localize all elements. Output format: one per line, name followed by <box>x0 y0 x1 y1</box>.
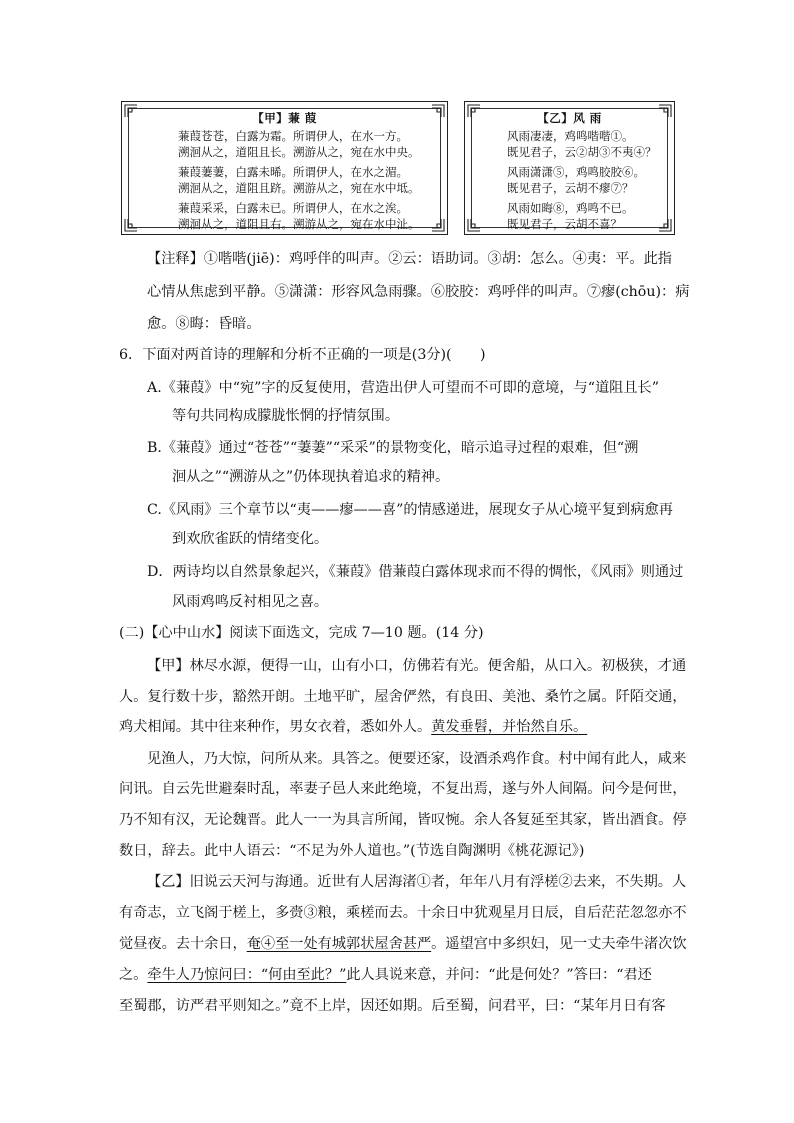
poem-line: 溯洄从之，道阻且长。溯游从之，宛在水中央。 <box>178 145 420 159</box>
passage-yi-line <box>119 933 687 953</box>
poem-line: 蒹葭萋萋，白露未晞。所谓伊人，在水之湄。 <box>178 165 408 179</box>
question-6-stem: 6．下面对两首诗的理解和分析不正确的一项是(3分)( ) <box>119 347 486 363</box>
poem-line: 既见君子，云②胡③不夷④？ <box>507 145 657 159</box>
passage-text: 。遥望宫中多织妇，见一丈夫牵牛渚次饮 <box>431 936 687 952</box>
underlined-sentence: 牵牛人乃惊问曰：“何由至此？” <box>147 967 347 983</box>
passage-text: 之。 <box>119 967 148 983</box>
poem-line: 风雨如晦⑧，鸡鸣不已。 <box>507 201 634 215</box>
poem-line: 溯洄从之，道阻且跻。溯游从之，宛在水中坻。 <box>178 181 420 195</box>
poem-yi-body <box>507 128 657 232</box>
poem-line: 溯洄从之，道阻且右。溯游从之，宛在水中沚。 <box>178 217 420 231</box>
poem-line: 蒹葭苍苍，白露为霜。所谓伊人，在水一方。 <box>178 129 408 143</box>
passage-jia-line: 问讯。自云先世避秦时乱，率妻子邑人来此绝境，不复出焉，遂与外人间隔。问今是何世， <box>119 781 687 797</box>
passage-jia-line: 数日，辞去。此中人语云：“不足为外人道也。”(节选自陶渊明《桃花源记》) <box>119 843 585 859</box>
passage-text: 觉昼夜。去十余日， <box>119 936 247 952</box>
underlined-sentence: 黄发垂髫，并怡然自乐。 <box>431 719 588 735</box>
poem-line: 风雨潇潇⑤，鸡鸣胶胶⑥。 <box>507 165 645 179</box>
option-d-continued: 风雨鸡鸣反衬相见之喜。 <box>172 594 329 610</box>
passage-jia-line <box>119 716 587 736</box>
passage-yi-line: 【乙】旧说云天河与海通。近世有人居海渚①者，年年八月有浮槎②去来，不失期。人 <box>147 874 687 890</box>
notes-line: 愈。⑧晦：昏暗。 <box>147 316 261 332</box>
frame-corner-ornament-icon <box>658 218 672 232</box>
option-a-continued: 等句共同构成朦胧怅惘的抒情氛围。 <box>172 408 400 424</box>
notes-line: 心情从焦虑到平静。⑤潇潇：形容风急雨骤。⑥胶胶：鸡呼伴的叫声。⑦瘳(chōu)：病 <box>147 284 690 300</box>
frame-corner-ornament-icon <box>467 218 481 232</box>
passage-jia-line: 见渔人，乃大惊，问所从来。具答之。便要还家，设酒杀鸡作食。村中闻有此人，咸来 <box>147 751 687 767</box>
option-b: B.《蒹葭》通过“苍苍”“萋萋”“采采”的景物变化，暗示追寻过程的艰难，但“溯 <box>147 440 639 456</box>
passage-yi-line: 有奇志，立飞阁于槎上，多赍③粮，乘槎而去。十余日中犹观星月日辰，自后茫茫忽忽亦不 <box>119 905 687 921</box>
frame-corner-ornament-icon <box>431 218 445 232</box>
poem-line: 既见君子，云胡不喜？ <box>507 217 622 231</box>
poem-line: 风雨凄凄，鸡鸣喈喈①。 <box>507 129 634 143</box>
frame-corner-ornament-icon <box>124 218 138 232</box>
section-heading: (二)【心中山水】阅读下面选文，完成 7—10 题。(14 分) <box>119 625 484 641</box>
option-c: C.《风雨》三个章节以“夷——瘳——喜”的情感递进，展现女子从心境平复到病愈再 <box>147 502 673 518</box>
poem-line: 既见君子，云胡不瘳⑦？ <box>507 181 634 195</box>
poem-line: 蒹葭采采，白露未已。所谓伊人，在水之涘。 <box>178 201 408 215</box>
passage-text: 此人具说来意，并问：“此是何处？”答曰：“君还 <box>346 967 652 983</box>
notes-line: 【注释】①喈喈(jiē)：鸡呼伴的叫声。②云：语助词。③胡：怎么。④夷：平。此指 <box>147 251 672 267</box>
poem-jia-body <box>178 128 420 232</box>
underlined-sentence: 奄④至一处有城郭状屋舍甚严 <box>246 936 432 952</box>
option-a: A.《蒹葭》中“宛”字的反复使用，营造出伊人可望而不可即的意境，与“道阻且长” <box>147 380 659 396</box>
poem-jia-frame <box>121 101 448 235</box>
passage-jia-line: 【甲】林尽水源，便得一山，山有小口，仿佛若有光。便舍船，从口入。初极狭，才通 <box>147 658 687 674</box>
option-c-continued: 到欢欣雀跃的情绪变化。 <box>172 531 329 547</box>
poem-jia-title: 【甲】蒹 葭 <box>252 111 317 125</box>
option-d: D．两诗均以自然景象起兴，《蒹葭》借蒹葭白露体现求而不得的惆怅，《风雨》则通过 <box>147 564 684 580</box>
option-b-continued: 洄从之”“溯游从之”仍体现执着追求的精神。 <box>172 469 450 485</box>
passage-text: 鸡犬相闻。其中往来种作，男女衣着，悉如外人。 <box>119 719 432 735</box>
passage-yi-line <box>119 964 652 984</box>
passage-yi-line: 至蜀郡，访严君平则知之。”竟不上岸，因还如期。后至蜀，问君平，曰：“某年月日有客 <box>119 998 666 1014</box>
passage-jia-line: 乃不知有汉，无论魏晋。此人一一为具言所闻，皆叹惋。余人各复延至其家，皆出酒食。停 <box>119 812 687 828</box>
poem-yi-title: 【乙】风 雨 <box>537 111 602 125</box>
passage-jia-line: 人。复行数十步，豁然开朗。土地平旷，屋舍俨然，有良田、美池、桑竹之属。阡陌交通， <box>119 689 687 705</box>
poem-yi-frame <box>464 101 675 235</box>
